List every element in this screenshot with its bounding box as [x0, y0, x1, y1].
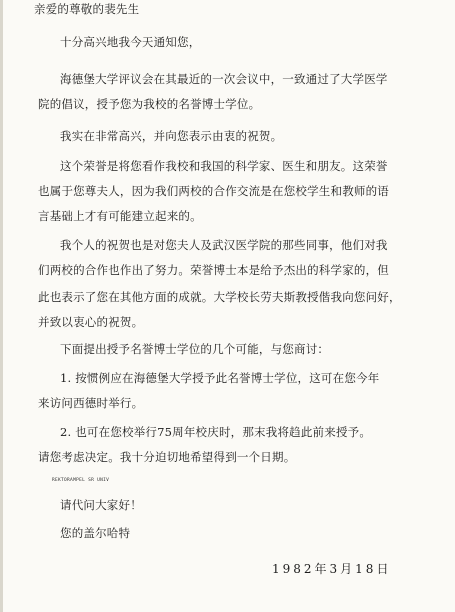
letter-line-12: 下面提出授予名誉博士学位的几个可能，与您商讨： — [60, 342, 330, 356]
letter-line-16: 请您考虑决定。我十分迫切地希望得到一个日期。 — [38, 450, 296, 464]
letter-line-3: 院的倡议，授予您为我校的名誉博士学位。 — [38, 97, 261, 111]
stamp-mark: REKTORAMPEL SR UNIV — [52, 478, 110, 483]
letter-line-8: 我个人的祝贺也是对您夫人及武汉医学院的那些同事，他们对我 — [60, 238, 388, 252]
letter-line-4: 我实在非常高兴，并向您表示由衷的祝贺。 — [60, 129, 283, 143]
letter-line-5: 这个荣誉是将您看作我校和我国的科学家、医生和朋友。这荣誉 — [60, 159, 388, 173]
letter-line-11: 并致以衷心的祝贺。 — [38, 315, 144, 329]
letter-line-7: 言基础上才有可能建立起来的。 — [38, 209, 202, 223]
closing-greeting: 请代问大家好！ — [60, 498, 142, 512]
letter-line-6: 也属于您尊夫人，因为我们两校的合作交流是在您校学生和教师的语 — [38, 184, 389, 198]
letter-date: 1982年3月18日 — [272, 562, 392, 576]
letter-line-15: 2. 也可在您校举行75周年校庆时，那末我将趋此前来授予。 — [60, 425, 372, 439]
salutation: 亲爱的尊敬的裴先生 — [34, 2, 140, 16]
letter-line-9: 们两校的合作也作出了努力。荣誉博士本是给予杰出的科学家的，但 — [38, 263, 389, 277]
letter-line-10: 此也表示了您在其他方面的成就。大学校长劳夫斯教授偕我向您问好， — [38, 290, 401, 304]
letter-line-13: 1. 按惯例应在海德堡大学授予此名誉博士学位，这可在您今年 — [60, 371, 380, 385]
letter-line-1: 十分高兴地我今天通知您， — [60, 35, 201, 49]
page-edge — [0, 0, 3, 612]
letter-line-14: 来访问西德时举行。 — [38, 396, 144, 410]
signature-line: 您的盖尔哈特 — [60, 526, 131, 540]
letter-line-2: 海德堡大学评议会在其最近的一次会议中，一致通过了大学医学 — [60, 72, 388, 86]
